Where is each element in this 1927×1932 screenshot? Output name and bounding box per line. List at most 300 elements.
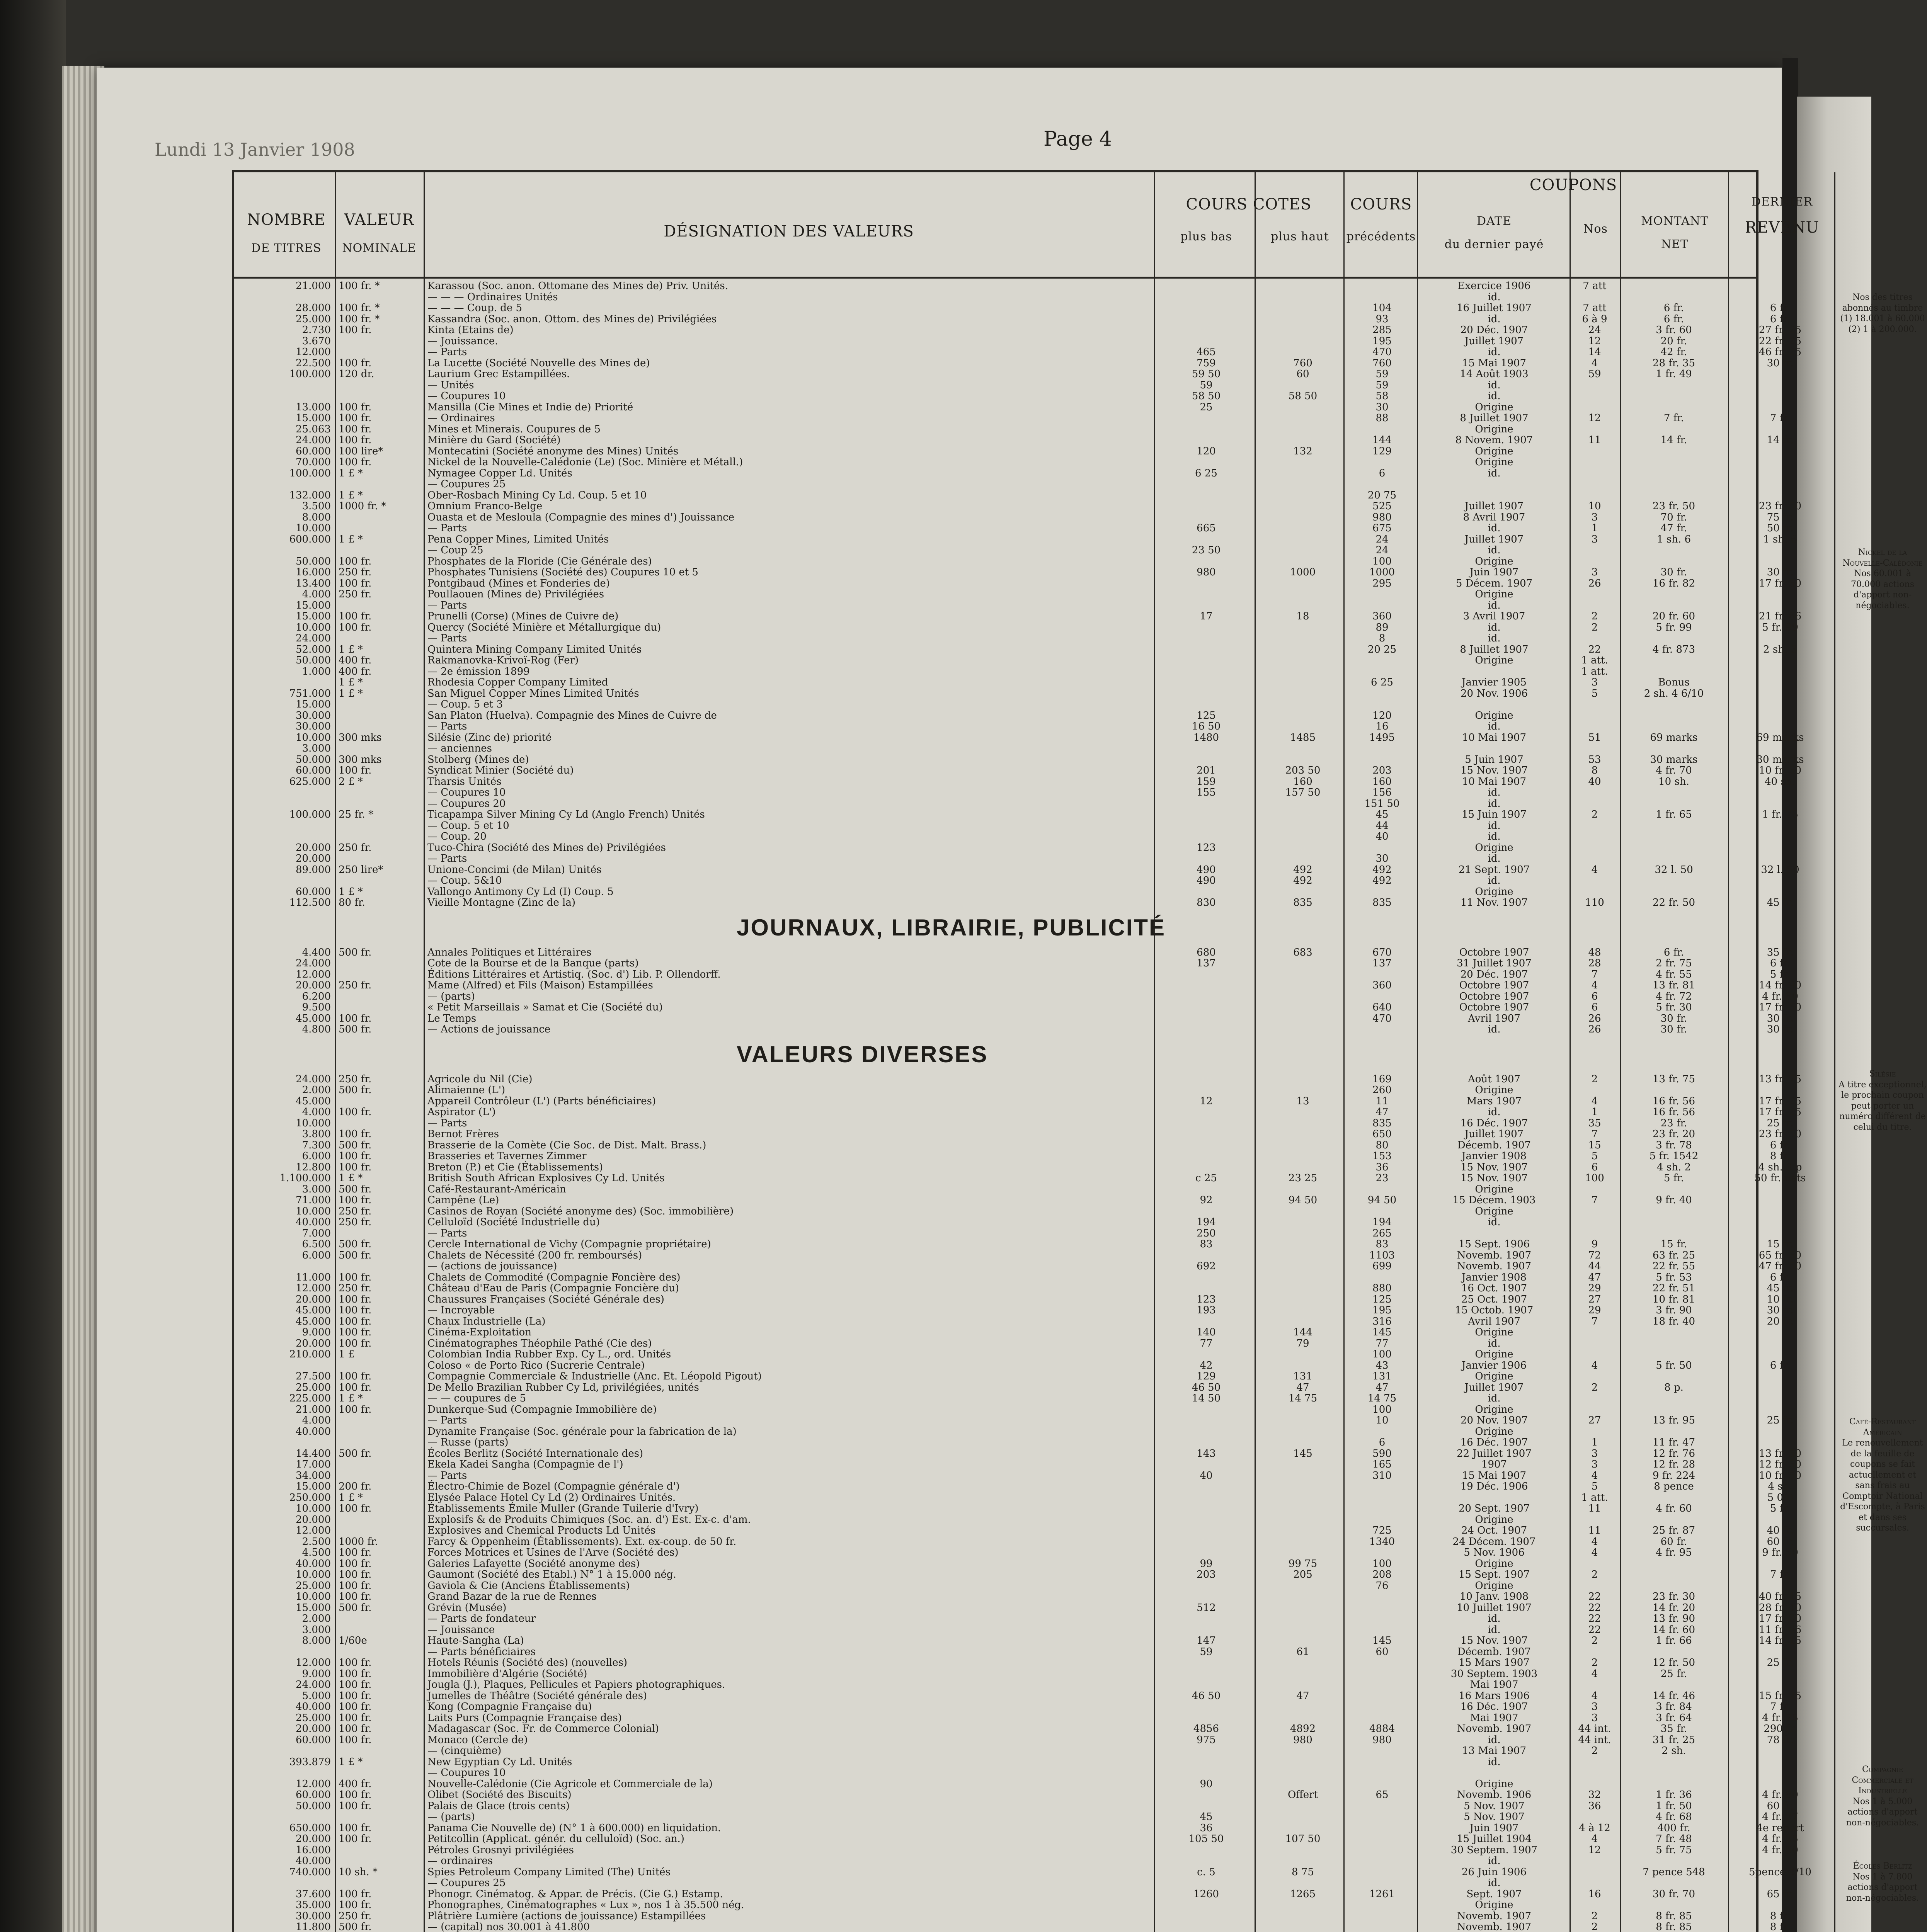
cell-date: 8 Juillet 1907 <box>1460 412 1529 424</box>
cell-bas: 59 <box>1200 1646 1213 1658</box>
hdr-nominale: NOMINALE <box>342 242 416 255</box>
table-row <box>234 435 1834 446</box>
cell-m: 5 fr. 30 <box>1656 1002 1692 1013</box>
cell-n: 12.000 <box>296 346 331 358</box>
cell-date: id. <box>1488 390 1501 402</box>
cell-date: id. <box>1488 1855 1501 1867</box>
cell-n: 10.000 <box>296 1205 331 1217</box>
cell-m: 30 fr. 70 <box>1652 1888 1695 1900</box>
cell-v: 100 fr. <box>339 1194 372 1206</box>
cell-date: id. <box>1488 1756 1501 1768</box>
cell-d: — Parts <box>427 633 467 644</box>
cell-no: 11 <box>1588 1525 1601 1536</box>
cell-n: 40.000 <box>296 1701 331 1713</box>
cell-date: id. <box>1488 1393 1501 1404</box>
cell-m: 23 fr. 50 <box>1652 500 1695 512</box>
cell-no: 16 <box>1588 1888 1601 1900</box>
cell-date: 15 Mars 1907 <box>1459 1657 1530 1668</box>
cell-d: Laurium Grec Estampillées. <box>427 368 570 380</box>
table-row <box>234 1294 1834 1305</box>
cell-r: 10 fr. 50 <box>1758 1469 1802 1481</box>
cell-no: 2 <box>1591 1635 1598 1646</box>
cell-d: Nouvelle-Calédonie (Cie Agricole et Commerciale de la) <box>427 1778 713 1790</box>
cell-date: 15 Sept. 1907 <box>1458 1569 1530 1580</box>
cell-n: 45.000 <box>296 1012 331 1024</box>
cell-d: British South African Explosives Cy Ld. Unités <box>427 1172 665 1184</box>
cell-m: 1 fr. 66 <box>1656 1635 1692 1646</box>
observation-text: Le renouvellement de la feuille de coupons se fait actuellement et sans frais au Comptoir National d'Escompte, à Paris et dans ses succursales. <box>1840 1438 1925 1533</box>
observation-note <box>1838 547 1927 611</box>
cell-m: 25 fr. 87 <box>1652 1525 1695 1536</box>
table-row <box>234 754 1834 765</box>
cell-date: 15 Mai 1907 <box>1462 357 1527 369</box>
cell-date: 15 Nov. 1907 <box>1460 1635 1528 1646</box>
cell-no: 3 <box>1591 1459 1598 1470</box>
cell-d: Compagnie Commerciale & Industrielle (Anc. Et. Léopold Pigout) <box>427 1371 762 1382</box>
cell-n: 751.000 <box>289 687 331 699</box>
cell-m: 1 fr. 36 <box>1656 1789 1692 1801</box>
observation-text: A titre exceptionnel, le prochain coupon peut porter un numéro différent de celui du titre. <box>1838 1080 1927 1132</box>
cell-date: 10 Janv. 1908 <box>1459 1591 1529 1602</box>
cell-d: Brasserie de la Comète (Cie Soc. de Dist. Malt. Brass.) <box>427 1139 706 1151</box>
cell-prec: 36 <box>1375 1161 1389 1173</box>
cell-d: — (actions de jouissance) <box>427 1260 557 1272</box>
cell-date: 16 Déc. 1907 <box>1460 1437 1528 1448</box>
cell-d: Jumelles de Théâtre (Société générale des) <box>427 1690 647 1702</box>
cell-n: 4.000 <box>302 1106 331 1118</box>
cell-v: 100 fr. <box>339 611 372 622</box>
observation-note <box>1838 292 1927 335</box>
cell-d: Rakmanovka-Krivoï-Rog (Fer) <box>427 655 579 666</box>
cell-n: 89.000 <box>296 864 331 876</box>
cell-date: Décemb. 1907 <box>1457 1139 1531 1151</box>
cell-r: 25 fr. <box>1767 1117 1794 1129</box>
cell-d: Quercy (Société Minière et Métallurgique du) <box>427 621 661 633</box>
cell-prec: 20 75 <box>1367 489 1397 501</box>
cell-d: Plâtrière Lumière (actions de jouissance) Estampillées <box>427 1910 706 1922</box>
cell-no: 44 int. <box>1578 1723 1611 1735</box>
table-row <box>234 787 1834 798</box>
cell-r: 45 fr. <box>1767 897 1794 908</box>
cell-bas: c. 5 <box>1197 1866 1215 1878</box>
cell-prec: 880 <box>1372 1282 1392 1294</box>
cell-r: 60 fr. <box>1767 1800 1794 1812</box>
cell-m: 14 fr. 20 <box>1652 1602 1695 1614</box>
cell-no: 22 <box>1588 1602 1601 1614</box>
cell-n: 250.000 <box>289 1492 331 1503</box>
cell-d: — — — Coup. de 5 <box>427 302 523 314</box>
cell-date: Juillet 1907 <box>1464 1128 1524 1140</box>
cell-d: Chalets de Commodité (Compagnie Foncière des) <box>427 1271 681 1283</box>
cell-m: 13 fr. 75 <box>1652 1073 1695 1085</box>
cell-haut: 79 <box>1296 1337 1309 1349</box>
cell-bas: 129 <box>1197 1371 1216 1382</box>
cell-m: 2 sh. <box>1661 1745 1686 1757</box>
cell-n: 5.000 <box>302 1690 331 1702</box>
cell-m: 63 fr. 25 <box>1652 1249 1695 1261</box>
cell-d: — Coup 25 <box>427 544 483 556</box>
cell-prec: 94 50 <box>1367 1194 1397 1206</box>
cell-d: Explosives and Chemical Products Ld Unités <box>427 1525 656 1536</box>
cell-n: 21.000 <box>296 280 331 292</box>
table-row <box>234 765 1834 776</box>
cell-prec: 470 <box>1372 346 1392 358</box>
cell-no: 3 <box>1591 1712 1598 1724</box>
cell-haut: 132 <box>1293 445 1312 457</box>
cell-date: id. <box>1488 853 1501 864</box>
table-row <box>234 1811 1834 1823</box>
cell-haut: 683 <box>1293 946 1312 958</box>
cell-d: Alimaienne (L') <box>427 1084 506 1096</box>
cell-n: 20.000 <box>296 853 331 864</box>
cell-bas: 680 <box>1197 946 1216 958</box>
cell-n: 45.000 <box>296 1095 331 1107</box>
cell-no: 27 <box>1588 1293 1601 1305</box>
cell-date: id. <box>1488 1877 1501 1889</box>
observation-heading: Café-Restaurant Américain <box>1849 1417 1916 1437</box>
cell-bas: 201 <box>1197 765 1216 776</box>
table-row <box>234 1613 1834 1624</box>
cell-haut: 14 75 <box>1288 1393 1318 1404</box>
cell-d: Rhodesia Copper Company Limited <box>427 677 608 688</box>
cell-date: Origine <box>1475 588 1513 600</box>
hdr-cours: COURS <box>1350 196 1412 213</box>
cell-n: 11.000 <box>296 1271 331 1283</box>
table-row <box>234 1305 1834 1316</box>
cell-date: Origine <box>1475 456 1513 468</box>
cell-no: 48 <box>1588 946 1601 958</box>
cell-no: 2 <box>1591 611 1598 622</box>
table-row <box>234 666 1834 677</box>
cell-v: 2 £ * <box>339 776 363 787</box>
cell-r: 60 fr. <box>1767 1536 1794 1548</box>
cell-date: 30 Septem. 1903 <box>1450 1668 1538 1680</box>
cell-m: 23 fr. 30 <box>1652 1591 1695 1602</box>
cell-no: 44 int. <box>1578 1734 1611 1746</box>
cell-date: Juin 1907 <box>1469 566 1519 578</box>
cell-r: 290 fr. <box>1764 1723 1797 1735</box>
cell-d: — Coupures 10 <box>427 1767 506 1779</box>
cell-n: 24.000 <box>296 633 331 644</box>
cell-r: 65 fr. <box>1767 1888 1794 1900</box>
table-row <box>234 1679 1834 1690</box>
cell-no: 1 att. <box>1581 665 1608 677</box>
table-row <box>234 809 1834 820</box>
cell-n: 600.000 <box>289 533 331 545</box>
cell-n: 10.000 <box>296 1569 331 1580</box>
cell-d: Cercle International de Vichy (Compagnie propriétaire) <box>427 1238 711 1250</box>
cell-v: 100 fr. <box>339 1723 372 1735</box>
table-row <box>234 1349 1834 1360</box>
cell-prec: 30 <box>1375 401 1389 413</box>
cell-date: Origine <box>1475 1371 1513 1382</box>
table-row <box>234 1228 1834 1239</box>
cell-n: 112.500 <box>289 897 331 908</box>
table-row <box>234 1646 1834 1658</box>
cell-r: 40 fr. 15 <box>1758 1591 1802 1602</box>
cell-v: 400 fr. <box>339 665 372 677</box>
cell-date: Origine <box>1475 1084 1513 1096</box>
cell-n: 740.000 <box>289 1866 331 1878</box>
cell-v: 500 fr. <box>339 1139 372 1151</box>
cell-prec: 195 <box>1372 335 1392 347</box>
cell-n: 15.000 <box>296 1481 331 1492</box>
cell-v: 100 fr. <box>339 1690 372 1702</box>
cell-prec: 675 <box>1372 522 1392 534</box>
table-row <box>234 969 1834 980</box>
table-row <box>234 1723 1834 1735</box>
cell-haut: 107 50 <box>1285 1833 1321 1845</box>
cell-date: 10 Mai 1907 <box>1462 731 1527 743</box>
cell-n: 9.000 <box>302 1327 331 1338</box>
cell-haut: 835 <box>1293 897 1312 908</box>
cell-n: 20.000 <box>296 1293 331 1305</box>
cell-bas: 137 <box>1197 957 1216 969</box>
table-row <box>234 358 1834 369</box>
cell-bas: 1260 <box>1193 1888 1219 1900</box>
cell-r: 7 fr. <box>1770 1701 1791 1713</box>
cell-prec: 59 <box>1375 379 1389 391</box>
cell-d: Poullaouen (Mines de) Privilégiées <box>427 588 604 600</box>
cell-d: Château d'Eau de Paris (Compagnie Foncière du) <box>427 1282 679 1294</box>
cell-no: 22 <box>1588 1624 1601 1636</box>
table-row <box>234 842 1834 854</box>
cell-v: 100 fr. <box>339 1503 372 1514</box>
cell-prec: 145 <box>1372 1635 1392 1646</box>
cell-r: 21 fr. 66 <box>1758 611 1802 622</box>
observation-note <box>1838 1417 1927 1534</box>
cell-n: 21.000 <box>296 1403 331 1415</box>
cell-no: 3 <box>1591 533 1598 545</box>
cell-d: Vallongo Antimony Cy Ld (I) Coup. 5 <box>427 886 614 898</box>
cell-date: Origine <box>1475 1205 1513 1217</box>
cell-d: — ordinaires <box>427 1855 493 1867</box>
cell-d: La Lucette (Société Nouvelle des Mines de) <box>427 357 650 369</box>
hdr-plus-bas: plus bas <box>1180 230 1232 243</box>
cell-r: 7 fr. <box>1770 1569 1791 1580</box>
cell-v: 100 lire* <box>339 445 383 457</box>
cell-r: 40 sh. <box>1765 776 1796 787</box>
cell-n: 40.000 <box>296 1425 331 1437</box>
cell-d: — (parts) <box>427 990 475 1002</box>
cell-r: 10 fr. <box>1767 1293 1794 1305</box>
cell-v: 100 fr. <box>339 357 372 369</box>
table-row <box>234 875 1834 886</box>
cell-prec: 699 <box>1372 1260 1392 1272</box>
cell-prec: 6 <box>1379 1437 1386 1448</box>
cell-date: 16 Oct. 1907 <box>1461 1282 1527 1294</box>
cell-n: 50.000 <box>296 753 331 765</box>
cell-date: 24 Oct. 1907 <box>1461 1525 1527 1536</box>
cell-d: Café-Restaurant-Américain <box>427 1183 566 1195</box>
cell-n: 393.879 <box>289 1756 331 1768</box>
cell-no: 40 <box>1588 776 1601 787</box>
table-row <box>234 1327 1834 1338</box>
cell-m: 4 fr. 55 <box>1656 968 1692 980</box>
table-row <box>234 380 1834 391</box>
cell-d: Mame (Alfred) et Fils (Maison) Estampillées <box>427 980 653 991</box>
cell-prec: 492 <box>1372 875 1392 886</box>
cell-v: 250 fr. <box>339 566 372 578</box>
cell-v: 100 fr. <box>339 1712 372 1724</box>
cell-bas: 92 <box>1200 1194 1213 1206</box>
cell-no: 7 <box>1591 1315 1598 1327</box>
cell-no: 4 <box>1591 1469 1598 1481</box>
table-row <box>234 534 1834 545</box>
table-row <box>234 1195 1834 1206</box>
cell-n: 625.000 <box>289 776 331 787</box>
cell-no: 4 <box>1591 980 1598 991</box>
table-row <box>234 1855 1834 1867</box>
cell-d: — Ordinaires <box>427 412 495 424</box>
cell-date: Août 1907 <box>1467 1073 1521 1085</box>
cell-date: id. <box>1488 875 1501 886</box>
table-row <box>234 897 1834 908</box>
cell-m: 5 fr. <box>1663 1172 1684 1184</box>
cell-m: 7 fr. 48 <box>1656 1833 1692 1845</box>
cell-haut: 144 <box>1293 1327 1312 1338</box>
cell-no: 12 <box>1588 1844 1601 1856</box>
table-row <box>234 1217 1834 1228</box>
cell-no: 1 <box>1591 1106 1598 1118</box>
cell-m: 8 fr. 85 <box>1656 1921 1692 1932</box>
cell-date: 26 Juin 1906 <box>1461 1866 1527 1878</box>
table-row <box>234 1437 1834 1448</box>
cell-r: 22 fr. 25 <box>1758 335 1802 347</box>
cell-date: 15 Mai 1907 <box>1462 1469 1527 1481</box>
cell-d: — Coupures 10 <box>427 787 506 798</box>
cell-no: 4 <box>1591 357 1598 369</box>
cell-date: Juillet 1907 <box>1464 500 1524 512</box>
cell-v: 1 £ <box>339 1349 355 1360</box>
cell-d: — (parts) <box>427 1811 475 1823</box>
cell-no: 2 <box>1591 1073 1598 1085</box>
cell-d: Grévin (Musée) <box>427 1602 507 1614</box>
cell-n: 15.000 <box>296 1602 331 1614</box>
cell-prec: 125 <box>1372 1293 1392 1305</box>
cell-d: Campêne (Le) <box>427 1194 499 1206</box>
cell-no: 22 <box>1588 1591 1601 1602</box>
cell-date: id. <box>1488 291 1501 303</box>
cell-d: Électro-Chimie de Bozel (Compagnie générale d') <box>427 1481 680 1492</box>
cell-prec: 360 <box>1372 980 1392 991</box>
cell-bas: c 25 <box>1195 1172 1217 1184</box>
cell-n: 71.000 <box>296 1194 331 1206</box>
cell-date: Novemb. 1907 <box>1457 1910 1532 1922</box>
cell-date: Origine <box>1475 423 1513 435</box>
cell-v: 1 £ * <box>339 1756 363 1768</box>
cell-date: Origine <box>1475 1778 1513 1790</box>
cell-n: 20.000 <box>296 1337 331 1349</box>
cell-no: 24 <box>1588 324 1601 336</box>
cell-r: 5 fr. <box>1770 968 1791 980</box>
cell-d: — Parts bénéficiaires <box>427 1646 536 1658</box>
cell-n: 6.000 <box>302 1249 331 1261</box>
cell-v: 500 fr. <box>339 1183 372 1195</box>
cell-bas: 194 <box>1197 1216 1216 1228</box>
cell-d: — Coup. 5 et 3 <box>427 699 503 710</box>
cell-bas: 975 <box>1197 1734 1216 1746</box>
cell-prec: 100 <box>1372 1403 1392 1415</box>
observation-text: Nos 1 à 7.800 actions d'apport non-négociables. <box>1846 1872 1919 1903</box>
cell-n: 40.000 <box>296 1558 331 1570</box>
cell-r: 23 fr. 50 <box>1758 1128 1802 1140</box>
cell-no: 3 <box>1591 1447 1598 1459</box>
cell-r: 6 fr. <box>1770 313 1791 325</box>
cell-n: 24.000 <box>296 957 331 969</box>
cell-haut: 94 50 <box>1288 1194 1318 1206</box>
cell-r: 65 fr. 50 <box>1758 1249 1802 1261</box>
cell-bas: 147 <box>1197 1635 1216 1646</box>
cell-n: 20.000 <box>296 842 331 854</box>
cell-n: 60.000 <box>296 1734 331 1746</box>
table-row <box>234 1085 1834 1096</box>
cell-v: 100 fr. <box>339 1899 372 1911</box>
cell-n: 4.000 <box>302 588 331 600</box>
table-row <box>234 457 1834 468</box>
table-row <box>234 776 1834 787</box>
cell-prec: 59 <box>1375 368 1389 380</box>
cell-v: 500 fr. <box>339 1447 372 1459</box>
cell-no: 6 à 9 <box>1582 313 1607 325</box>
cell-date: 8 Avril 1907 <box>1463 511 1525 523</box>
table-row <box>234 391 1834 402</box>
cell-r: 9 fr. 50 <box>1762 1547 1798 1558</box>
cell-no: 26 <box>1588 577 1601 589</box>
cell-haut: 58 50 <box>1288 390 1318 402</box>
cell-v: 100 fr. <box>339 1822 372 1834</box>
cell-n: 50.000 <box>296 1800 331 1812</box>
cell-m: 14 fr. 60 <box>1652 1624 1695 1636</box>
table-row <box>234 402 1834 413</box>
hdr-de-titres: DE TITRES <box>251 242 322 255</box>
cell-no: 3 <box>1591 677 1598 688</box>
cell-r: 15 fr. 25 <box>1758 1690 1802 1702</box>
cell-date: Octobre 1907 <box>1459 1002 1529 1013</box>
table-row <box>234 1602 1834 1614</box>
cell-prec: 100 <box>1372 555 1392 567</box>
cell-d: Brasseries et Tavernes Zimmer <box>427 1150 587 1162</box>
cell-date: Décemb. 1907 <box>1457 1646 1531 1658</box>
cell-d: — Coup. 5&10 <box>427 875 502 886</box>
table-row <box>234 1900 1834 1911</box>
cell-r: 4 fr. 25 <box>1762 1833 1798 1845</box>
table-row <box>234 1668 1834 1680</box>
cell-r: 25 fr. <box>1767 1657 1794 1668</box>
cell-r: 6 fr. <box>1770 1271 1791 1283</box>
cell-d: Gaviola & Cie (Anciens Établissements) <box>427 1580 630 1592</box>
cell-v: 500 fr. <box>339 1249 372 1261</box>
cell-v: 250 fr. <box>339 1205 372 1217</box>
cell-v: 100 fr. <box>339 1800 372 1812</box>
cell-v: 100 fr. <box>339 1293 372 1305</box>
cell-bas: 77 <box>1200 1337 1213 1349</box>
cell-bas: 46 50 <box>1192 1690 1221 1702</box>
cell-date: 5 Nov. 1906 <box>1464 1547 1525 1558</box>
table-row <box>234 1823 1834 1834</box>
cell-date: id. <box>1488 787 1501 798</box>
cell-date: id. <box>1488 346 1501 358</box>
cell-r: 30 fr. <box>1767 566 1794 578</box>
cell-v: 100 fr. <box>339 1668 372 1680</box>
table-row <box>234 1525 1834 1536</box>
cell-d: Éditions Littéraires et Artistiq. (Soc. d') Lib. P. Ollendorff. <box>427 968 721 980</box>
table-row <box>234 1745 1834 1757</box>
cell-prec: 1000 <box>1369 566 1395 578</box>
cell-date: 21 Sept. 1907 <box>1458 864 1530 876</box>
cell-d: Palais de Glace (trois cents) <box>427 1800 570 1812</box>
page-number: Page 4 <box>1044 128 1112 151</box>
